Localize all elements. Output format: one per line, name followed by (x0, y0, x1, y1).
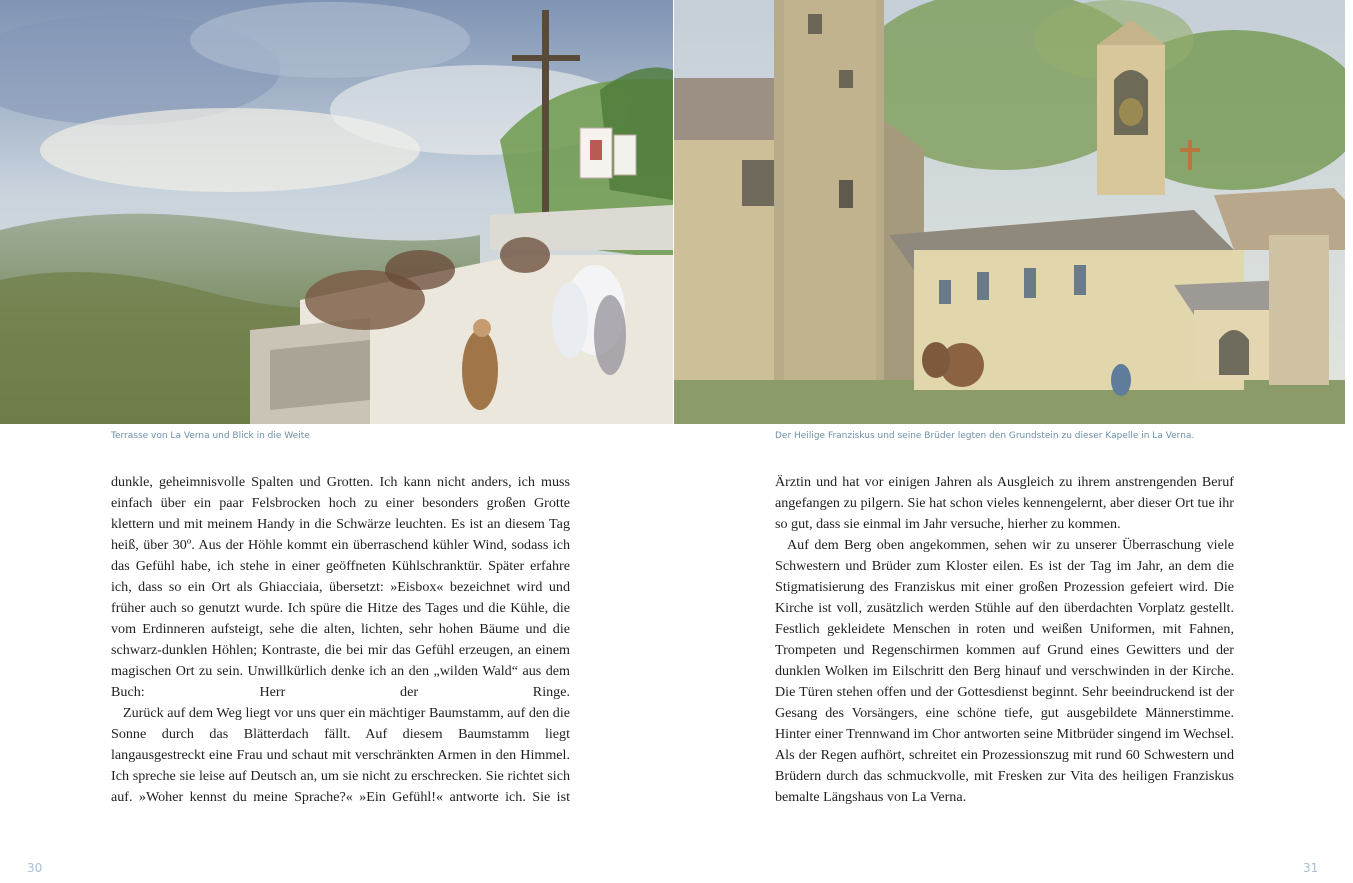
paragraph: Auf dem Berg oben angekommen, sehen wir zu unserer Überraschung viele Schwestern und Brüder zum Kloster eilen. Es ist der Tag im Jahr, an dem die Stigmatisierung des Franziskus mit einer großen Prozession gefeiert wird. Die Kirche ist voll, zusätzlich werden Stühle auf den überdachten Vorplatz gestellt. Festlich gekleidete Menschen in roten und weißen Uniformen, mit Fahnen, Trompeten und Regenschirmen kommen auf Grund eines Gewitters und der dunklen Wolken im Eilschritt den Berg hinauf und verschwinden in der Kirche. Die Türen stehen offen und der Gottesdienst beginnt. Sehr beeindruckend ist der Gesang des Vorsängers, eine schöne tiefe, gut ausgebildete Männerstimme. Hinter einer Trennwand im Chor antworten seine Mitbrüder singend im Wechsel. Als der Regen aufhört, schreitet ein Prozessionszug mit rund 60 Schwestern und Brüdern durch das schmuckvolle, mit Fresken zur Vita des heiligen Franziskus bemalte Längshaus von La Verna. (775, 537, 1234, 805)
chapel-watercolor-painting (674, 0, 1345, 424)
right-page-body-text (775, 472, 1234, 808)
paragraph: dunkle, geheimnisvolle Spalten und Grotten. Ich kann nicht anders, ich muss einfach über ein paar Felsbrocken hoch zu einer besonders großen Grotte klettern und mit meinem Handy in die Schwärze leuchten. Es ist an diesem Tag heiß, über 30º. Aus der Höhle kommt ein überraschend kühler Wind, sodass ich das Gefühl habe, ich stehe in einer geöffneten Kühlschranktür. Später erfahre ich, dass so ein Ort als Ghiacciaia, übersetzt: »Eisbox« bezeichnet wird und früher auch so genutzt wurde. Ich spüre die Hitze des Tages und die Kühle, die vom Erdinneren aufsteigt, sehe die alten, lichten, sehr hohen Bäume und die schwarz-dunklen Höhlen; Kontraste, die bei mir das Gefühl erzeugen, an einem magischen Ort zu sein. Unwillkürlich denke ich an den „wilden Wald“ aus dem Buch: Herr der Ringe. (111, 474, 570, 700)
paragraph: Ärztin und hat vor einigen Jahren als Ausgleich zu ihrem anstrengenden Beruf angefangen zu pilgern. Sie hat schon vieles kennengelernt, aber dieser Ort tue ihr so gut, dass sie einmal im Jahr versuche, hierher zu kommen. (775, 474, 1234, 532)
page-number-left: 30 (27, 861, 43, 875)
paragraph: Zurück auf dem Weg liegt vor uns quer ein mächtiger Baumstamm, auf den die Sonne durch das Blätterdach fällt. Auf diesem Baumstamm liegt langausgestreckt eine Frau und schaut mit verschränkten Armen in den Himmel. Ich spreche sie leise auf Deutsch an, um sie nicht zu erschrecken. Sie richtet sich auf. »Woher kennst du meine Sprache?« »Ein Gefühl!« antworte ich. Sie ist (111, 705, 570, 805)
caption-chapel: Der Heilige Franziskus und seine Brüder legten den Grundstein zu dieser Kapelle in La Verna. (775, 431, 1195, 441)
page-number-right: 31 (1303, 861, 1319, 875)
terrace-watercolor-painting (0, 0, 673, 424)
left-page-body-text (111, 472, 570, 808)
caption-terrace: Terrasse von La Verna und Blick in die Weite (111, 431, 310, 441)
